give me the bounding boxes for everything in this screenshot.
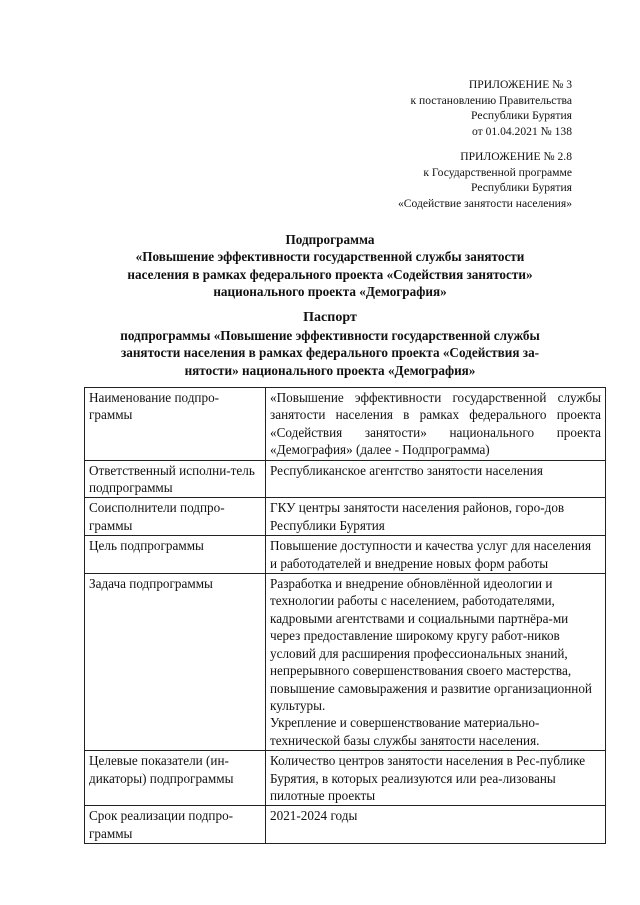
table-row bbox=[85, 388, 606, 461]
appendix-2-8-header bbox=[398, 149, 572, 211]
subprogram-title bbox=[70, 231, 590, 301]
appendix-3-header bbox=[410, 77, 572, 139]
subprogram-title-line: национального проекта «Демография» bbox=[213, 284, 447, 300]
passport-title bbox=[70, 309, 590, 379]
table-row bbox=[85, 751, 606, 806]
row-value: Количество центров занятости населения в Рес-публике Бурятия, в которых реализуются или реа-лизованы пилотные проекты bbox=[266, 751, 606, 806]
passport-title-line: Паспорт bbox=[303, 310, 357, 325]
table-row bbox=[85, 460, 606, 498]
passport-title-line: нятости» национального проекта «Демография» bbox=[184, 362, 476, 378]
subprogram-title-line: населения в рамках федерального проекта «Содействия занятости» bbox=[127, 266, 533, 282]
passport-title-line: подпрограммы «Повышение эффективности государственной службы bbox=[120, 328, 540, 343]
row-value: 2021-2024 годы bbox=[266, 806, 606, 844]
row-label: Соисполнители подпро-граммы bbox=[85, 498, 266, 536]
passport-table bbox=[84, 387, 606, 844]
row-value: Укрепление и совершенствование материально-технической базы службы занятости населения. bbox=[270, 715, 540, 748]
table-row bbox=[85, 498, 606, 536]
appendix-title: ПРИЛОЖЕНИЕ № 3 bbox=[468, 78, 572, 91]
subprogram-title-line: Подпрограмма bbox=[285, 232, 375, 247]
appendix-program-name: «Содействие занятости населения» bbox=[397, 196, 572, 210]
table-row bbox=[85, 536, 606, 574]
row-value: Разработка и внедрение обновлённой идеологии и технологии работы с населением, работодателями, кадровыми агентствами и социальными партнёра-ми через предоставление широкому кругу работ-ников условий для расширения профессиональных знаний, непрерывного совершенствования своего мастерства, повышение самовыражения и развитие организационной культуры. bbox=[270, 576, 592, 713]
appendix-line: к постановлению Правительства bbox=[410, 93, 572, 107]
appendix-line: Республики Бурятия bbox=[471, 109, 572, 123]
table-row bbox=[85, 574, 606, 751]
appendix-line: к Государственной программе bbox=[423, 165, 572, 179]
table-row bbox=[85, 806, 606, 844]
appendix-date: от 01.04.2021 № 138 bbox=[471, 124, 572, 138]
appendix-line: Республики Бурятия bbox=[471, 181, 572, 195]
row-label: Наименование подпро-граммы bbox=[85, 388, 266, 461]
appendix-title: ПРИЛОЖЕНИЕ № 2.8 bbox=[460, 150, 572, 163]
row-label: Ответственный исполни-тель подпрограммы bbox=[85, 460, 266, 498]
row-label: Цель подпрограммы bbox=[85, 536, 266, 574]
row-value: «Повышение эффективности государственной службы занятости населения в рамках федерального проекта «Содействия занятости» национального проекта «Демография» (далее - Подпрограмма) bbox=[266, 388, 606, 461]
row-value: Повышение доступности и качества услуг для населения и работодателей и внедрение новых форм работы bbox=[266, 536, 606, 574]
subprogram-title-line: «Повышение эффективности государственной службы занятости bbox=[135, 249, 525, 265]
row-label: Срок реализации подпро-граммы bbox=[85, 806, 266, 844]
row-value-cell bbox=[266, 574, 606, 751]
row-value: Республиканское агентство занятости населения bbox=[266, 460, 606, 498]
passport-title-line: занятости населения в рамках федерального проекта «Содействия за- bbox=[120, 345, 540, 361]
row-label: Целевые показатели (ин-дикаторы) подпрограммы bbox=[85, 751, 266, 806]
row-value: ГКУ центры занятости населения районов, горо-дов Республики Бурятия bbox=[266, 498, 606, 536]
row-label: Задача подпрограммы bbox=[85, 574, 266, 751]
